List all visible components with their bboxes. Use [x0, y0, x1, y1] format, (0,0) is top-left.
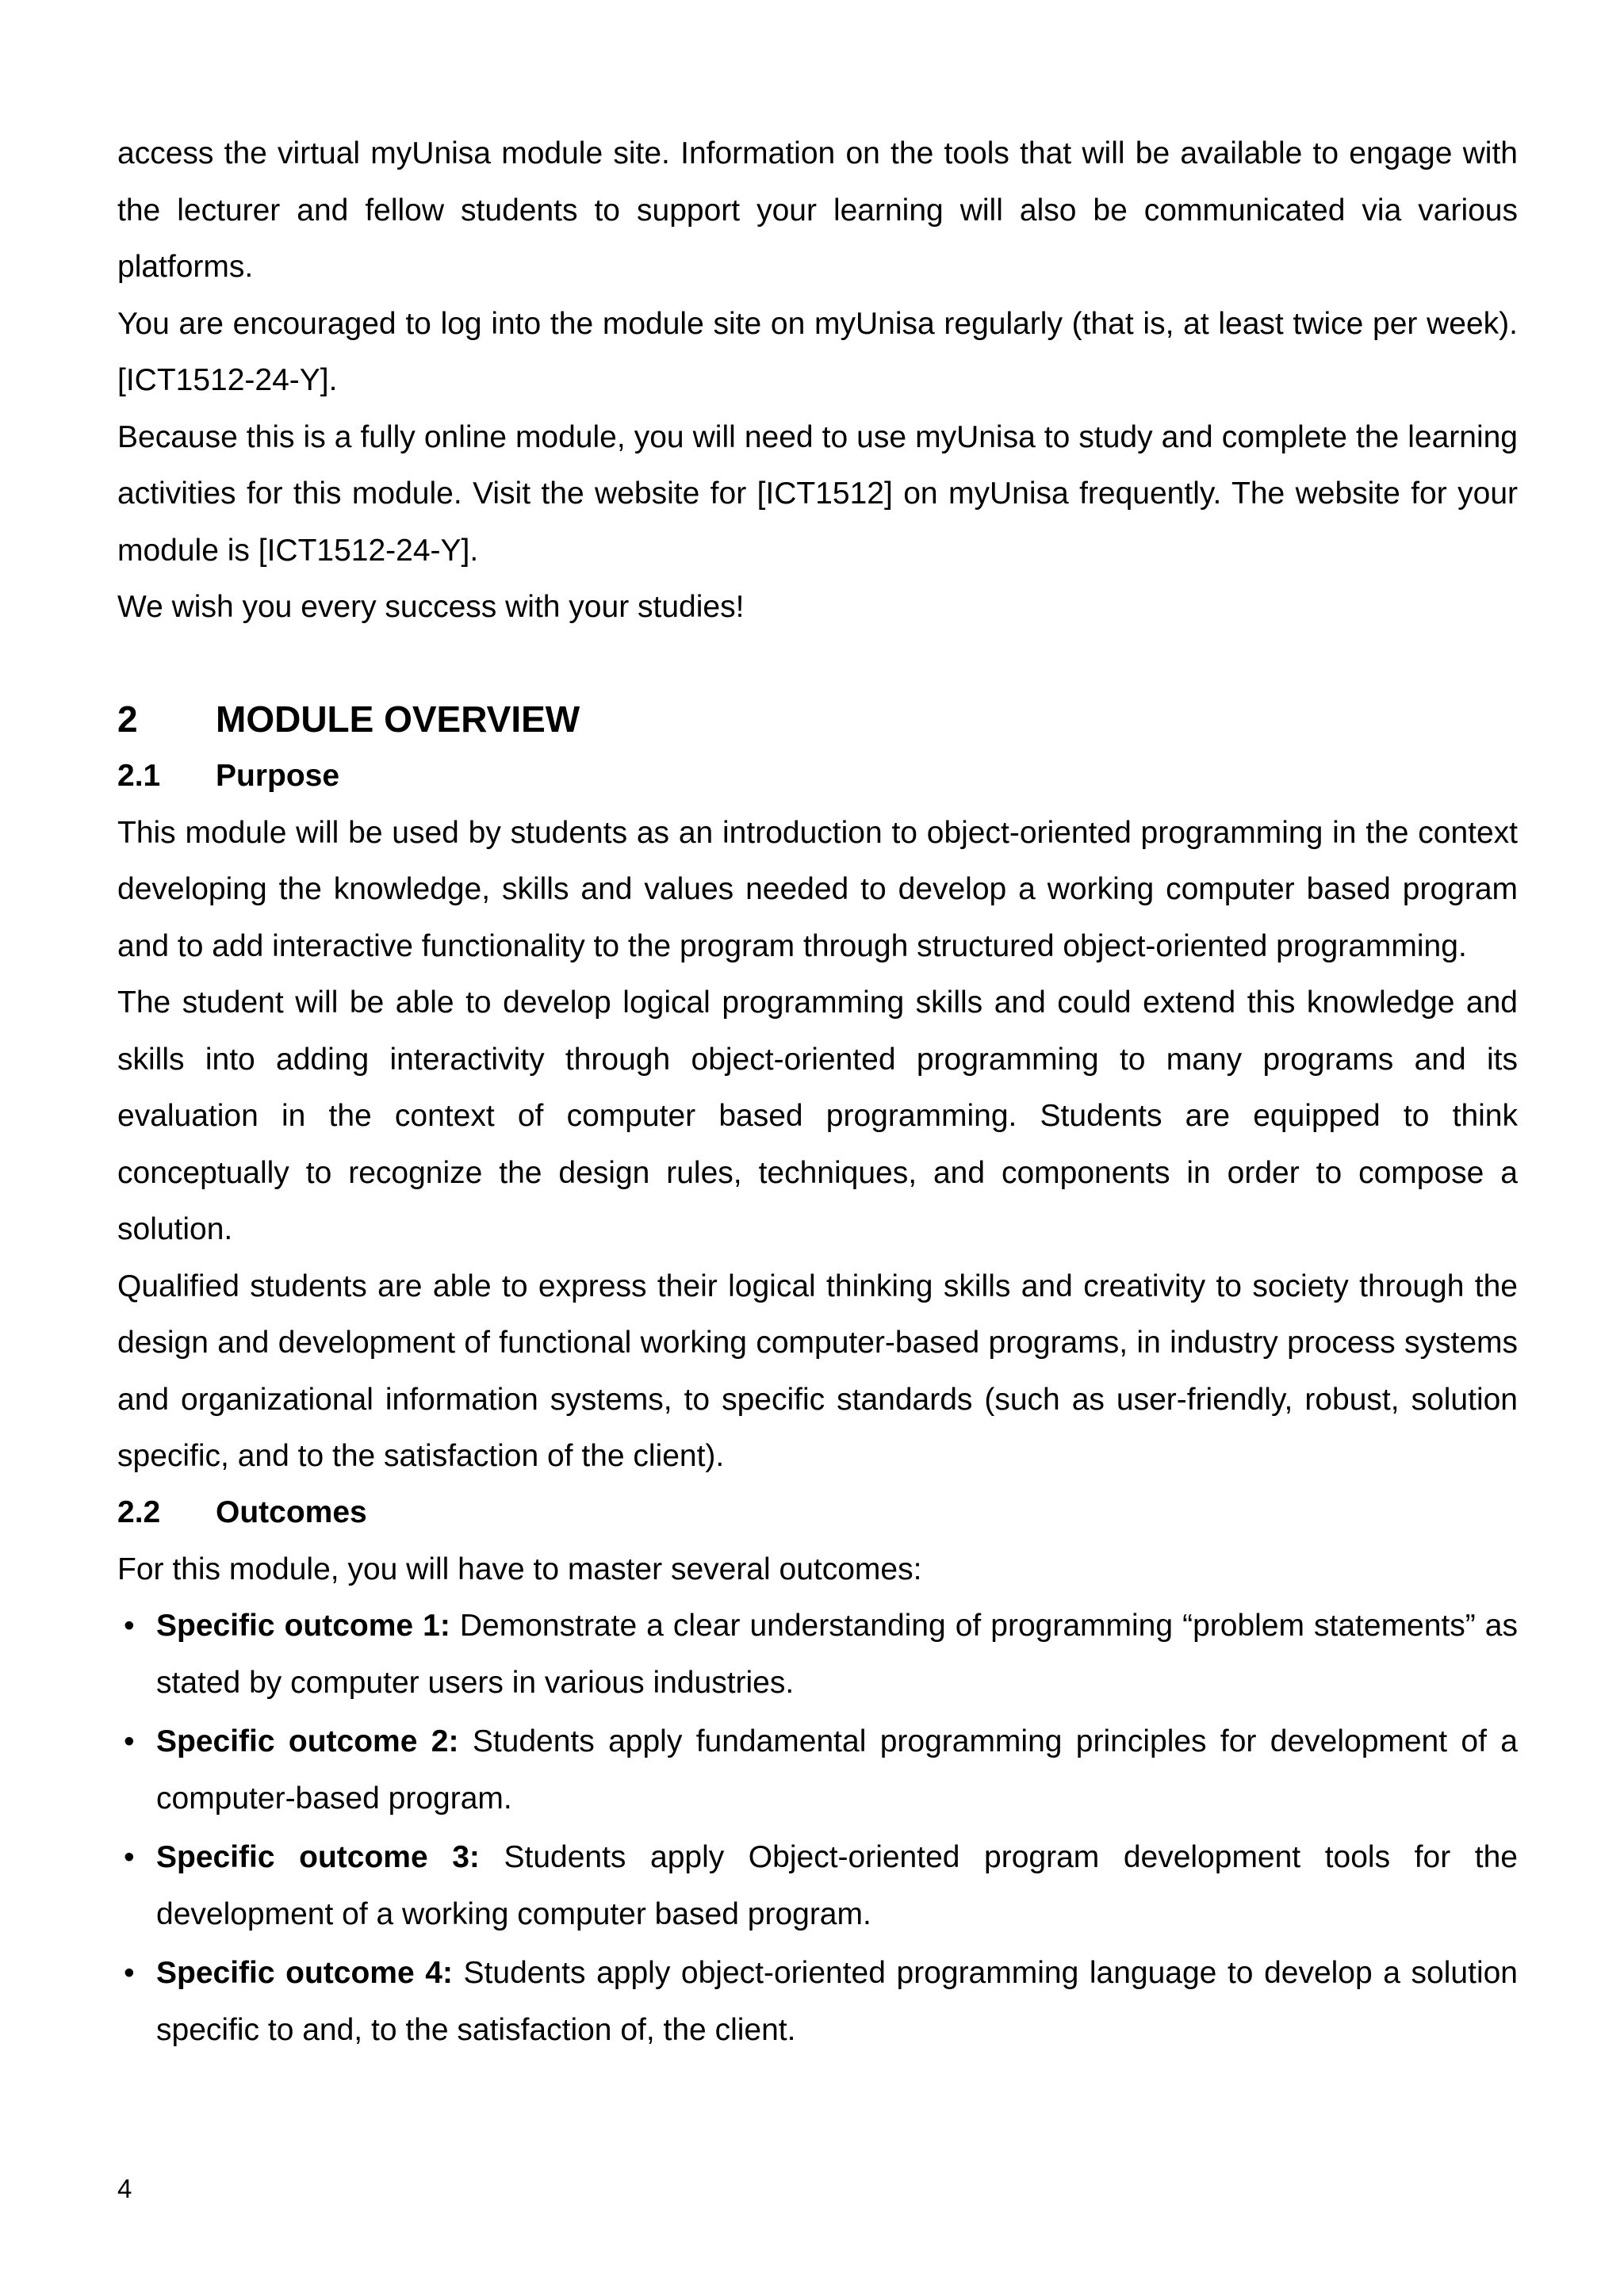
purpose-paragraph: Qualified students are able to express their logical thinking skills and creativity to society through the design and development of functional working computer-based programs, in industry process systems and organizational information systems, to specific standards (such as user-friendly, robust, solution specific, and to the satisfaction of the client).	[117, 1269, 1518, 1473]
list-item	[117, 1598, 1518, 1711]
outcomes-intro: For this module, you will have to master several outcomes:	[117, 1552, 922, 1586]
list-item	[117, 1829, 1518, 1942]
purpose-paragraph: This module will be used by students as an introduction to object-oriented programming in the context developing the knowledge, skills and values needed to develop a working computer based program and to add interactive functionality to the program through structured object-oriented programming.	[117, 815, 1518, 963]
intro-paragraph: Because this is a fully online module, you will need to use myUnisa to study and complete the learning activities for this module. Visit the website for [ICT1512] on myUnisa frequently. The website for your module is [ICT1512-24-Y].	[117, 419, 1518, 568]
subsection-number: 2.1	[117, 759, 161, 793]
outcome-label: Specific outcome 1:	[156, 1609, 450, 1643]
subsection-heading-outcomes	[117, 1485, 1518, 1541]
outcome-text: Students apply object-oriented programming language to develop a solution specific to and, to the satisfaction of, the client.	[156, 1956, 1518, 2047]
bullet-icon: •	[124, 1840, 135, 1874]
outcome-text: Students apply Object-oriented program development tools for the development of a working computer based program.	[156, 1840, 1518, 1931]
subsection-title: Purpose	[216, 759, 340, 793]
list-item	[117, 1713, 1518, 1827]
bullet-icon: •	[124, 1724, 135, 1758]
outcome-text: Students apply fundamental programming principles for development of a computer-based program.	[156, 1724, 1518, 1816]
subsection-title: Outcomes	[216, 1495, 367, 1529]
outcome-text: Demonstrate a clear understanding of programming “problem statements” as stated by computer users in various industries.	[156, 1609, 1518, 1700]
outcome-label: Specific outcome 2:	[156, 1724, 459, 1758]
section-heading	[117, 690, 1518, 748]
subsection-heading-purpose	[117, 748, 1518, 805]
section-number: 2	[117, 698, 138, 740]
section-title: MODULE OVERVIEW	[216, 698, 580, 740]
outcome-label: Specific outcome 4:	[156, 1956, 453, 1990]
list-item	[117, 1945, 1518, 2058]
intro-paragraph: You are encouraged to log into the module site on myUnisa regularly (that is, at least twice per week). [ICT1512-24-Y].	[117, 306, 1518, 397]
outcomes-list	[117, 1598, 1518, 2058]
page-number: 4	[117, 2174, 132, 2203]
bullet-icon: •	[124, 1956, 135, 1990]
intro-paragraph: We wish you every success with your studies!	[117, 590, 745, 624]
intro-paragraph: access the virtual myUnisa module site. Information on the tools that will be available to engage with the lecturer and fellow students to support your learning will also be communicated via various platforms.	[117, 136, 1518, 284]
bullet-icon: •	[124, 1609, 135, 1643]
outcome-label: Specific outcome 3:	[156, 1840, 480, 1874]
subsection-number: 2.2	[117, 1495, 161, 1529]
document-page	[117, 125, 1518, 2061]
purpose-paragraph: The student will be able to develop logical programming skills and could extend this knowledge and skills into adding interactivity through object-oriented programming to many programs and its evaluation in the context of computer based programming. Students are equipped to think conceptually to recognize the design rules, techniques, and components in order to compose a solution.	[117, 985, 1518, 1246]
